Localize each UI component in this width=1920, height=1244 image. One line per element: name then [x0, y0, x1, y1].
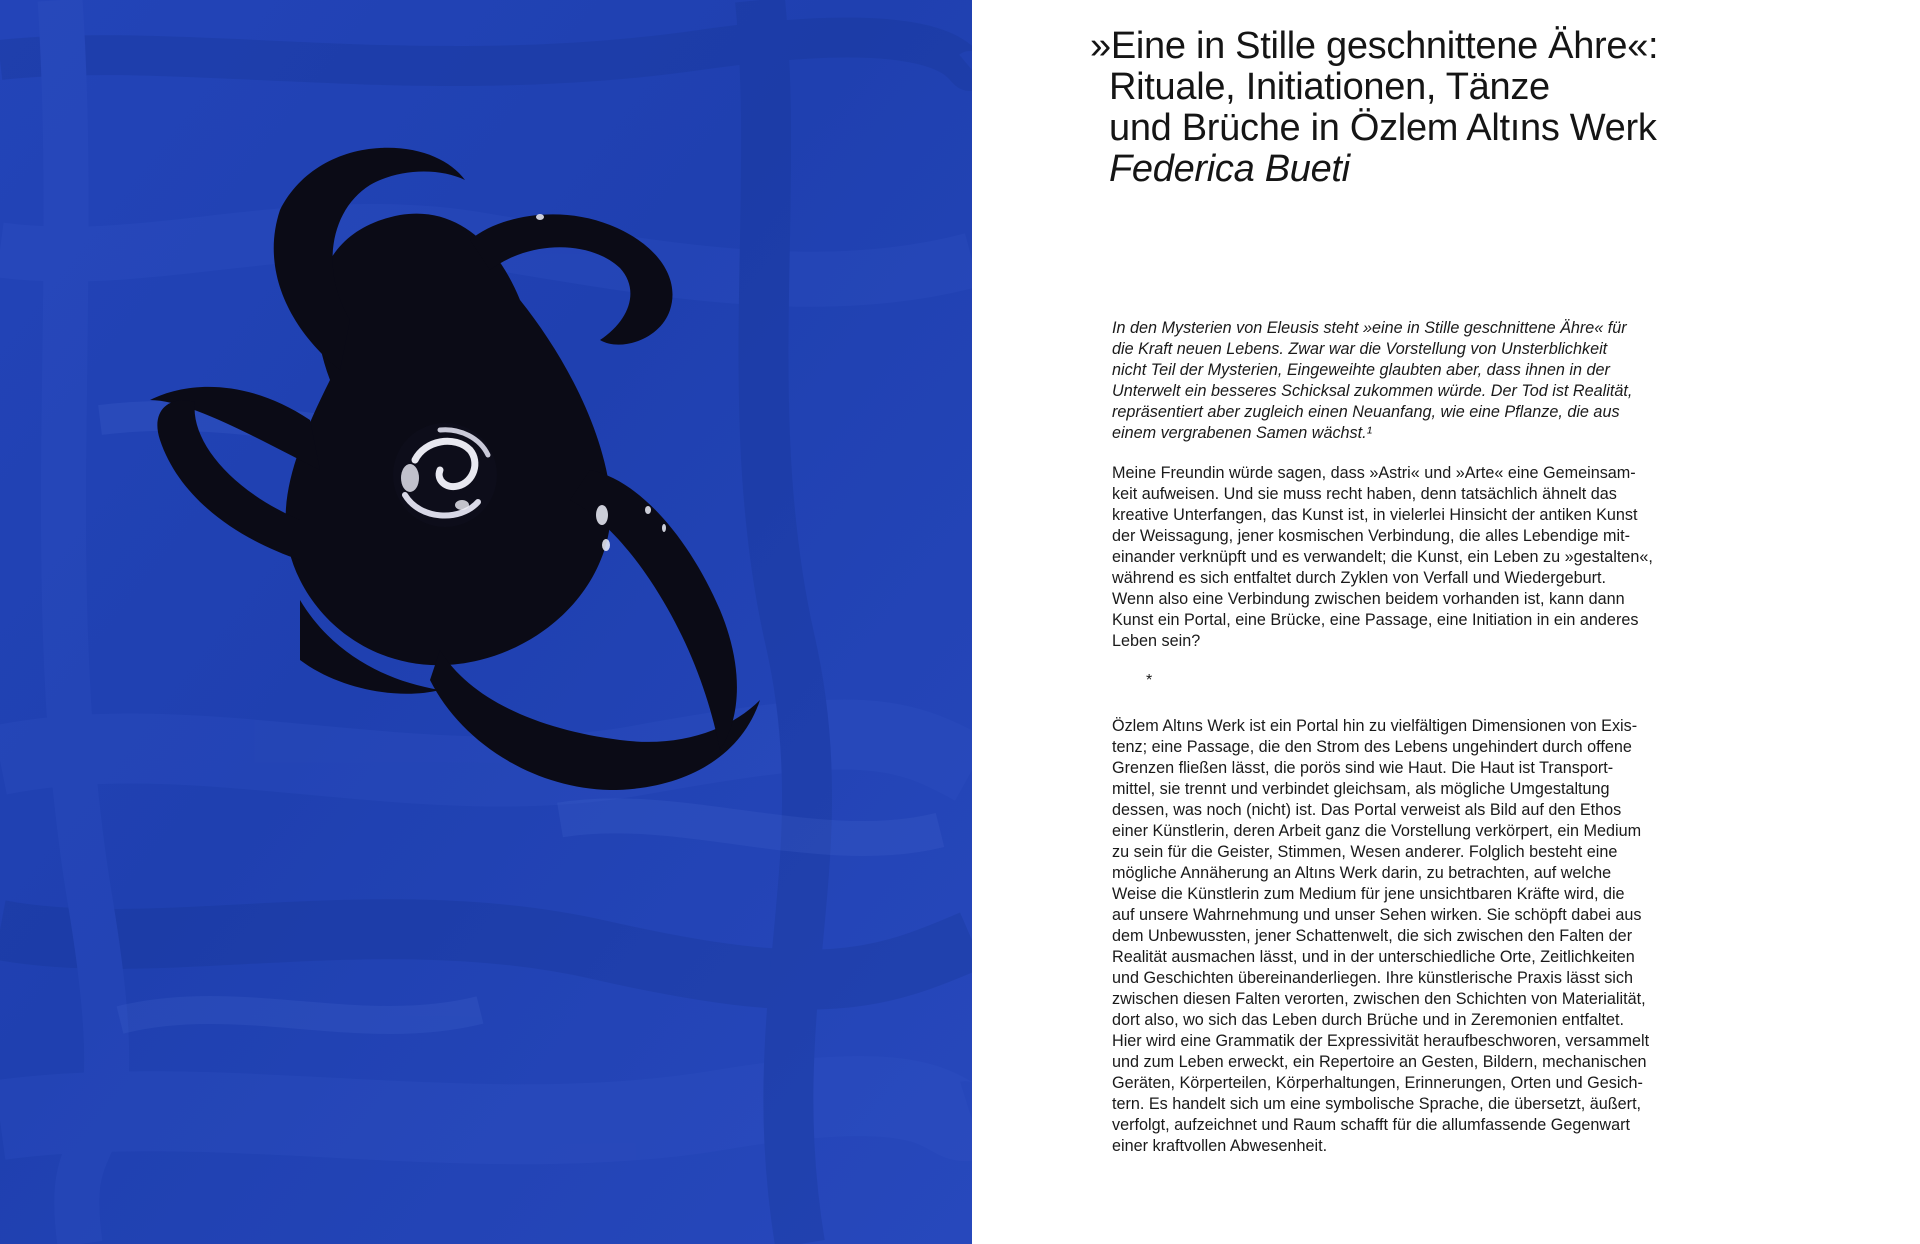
author-name: Federica Bueti: [1109, 148, 1350, 190]
body-line: einer Künstlerin, deren Arbeit ganz die Vorstellung verkörpert, ein Medium: [1112, 822, 1642, 840]
body-paragraph-2: [1112, 716, 1732, 1157]
lead-paragraph: [1112, 318, 1732, 444]
body-paragraph-1: [1112, 463, 1732, 652]
body-line: und Geschichten übereinanderliegen. Ihre künstlerische Praxis lässt sich: [1112, 969, 1633, 987]
body-line: Hier wird eine Grammatik der Expressivität heraufbeschworen, versammelt: [1112, 1032, 1650, 1050]
body-line: Wenn also eine Verbindung zwischen beidem vorhanden ist, kann dann: [1112, 590, 1625, 608]
body-line: dessen, was noch (nicht) ist. Das Portal verweist als Bild auf den Ethos: [1112, 801, 1622, 819]
section-separator: *: [1146, 672, 1153, 689]
body-line: keit aufweisen. Und sie muss recht haben, denn tatsächlich ähnelt das: [1112, 485, 1617, 503]
body-line: während es sich entfaltet durch Zyklen von Verfall und Wiedergeburt.: [1112, 569, 1606, 587]
body-line: mögliche Annäherung an Altıns Werk darin, zu betrachten, auf welche: [1112, 864, 1612, 882]
body-line: einander verknüpft und es verwandelt; die Kunst, ein Leben zu »gestalten«,: [1112, 548, 1653, 566]
body-line: auf unsere Wahrnehmung und unser Sehen wirken. Sie schöpft dabei aus: [1112, 906, 1642, 924]
body-line: Leben sein?: [1112, 632, 1201, 650]
body-line: einer kraftvollen Abwesenheit.: [1112, 1137, 1328, 1155]
article-title: [1090, 26, 1890, 190]
body-line: verfolgt, aufzeichnet und Raum schafft für die allumfassende Gegenwart: [1112, 1116, 1630, 1134]
body-line: dem Unbewussten, jener Schattenwelt, die sich zwischen den Falten der: [1112, 927, 1633, 945]
body-line: dort also, wo sich das Leben durch Brüche und in Zeremonien entfaltet.: [1112, 1011, 1625, 1029]
body-line: zwischen diesen Falten verorten, zwischen den Schichten von Materialität,: [1112, 990, 1646, 1008]
body-line: Realität ausmachen lässt, und in der unterschiedliche Orte, Zeitlichkeiten: [1112, 948, 1635, 966]
body-line: Grenzen fließen lässt, die porös sind wie Haut. Die Haut ist Transport-: [1112, 759, 1614, 777]
lead-line: einem vergrabenen Samen wächst.¹: [1112, 424, 1373, 442]
body-line: tenz; eine Passage, die den Strom des Lebens ungehindert durch offene: [1112, 738, 1632, 756]
body-line: Meine Freundin würde sagen, dass »Astri« und »Arte« eine Gemeinsam-: [1112, 464, 1636, 482]
title-line-1: »Eine in Stille geschnittene Ähre«:: [1090, 25, 1659, 67]
lead-line: nicht Teil der Mysterien, Eingeweihte glaubten aber, dass ihnen in der: [1112, 361, 1610, 379]
lead-line: repräsentiert aber zugleich einen Neuanfang, wie eine Pflanze, die aus: [1112, 403, 1620, 421]
lead-line: die Kraft neuen Lebens. Zwar war die Vorstellung von Unsterblichkeit: [1112, 340, 1608, 358]
body-line: mittel, sie trennt und verbindet gleichsam, als mögliche Umgestaltung: [1112, 780, 1610, 798]
body-line: Özlem Altıns Werk ist ein Portal hin zu vielfältigen Dimensionen von Exis-: [1112, 717, 1638, 735]
white-spiral-highlight: [393, 423, 497, 527]
body-line: Kunst ein Portal, eine Brücke, eine Passage, eine Initiation in ein anderes: [1112, 611, 1639, 629]
title-line-2: Rituale, Initiationen, Tänze: [1109, 66, 1550, 108]
body-line: zu sein für die Geister, Stimmen, Wesen anderer. Folglich besteht eine: [1112, 843, 1618, 861]
body-line: Weise die Künstlerin zum Medium für jene unsichtbaren Kräfte wird, die: [1112, 885, 1625, 903]
lead-line: Unterwelt ein besseres Schicksal zukommen würde. Der Tod ist Realität,: [1112, 382, 1633, 400]
lead-line: In den Mysterien von Eleusis steht »eine in Stille geschnittene Ähre« für: [1112, 319, 1627, 337]
body-line: und zum Leben erweckt, ein Repertoire an Gesten, Bildern, mechanischen: [1112, 1053, 1647, 1071]
body-line: Geräten, Körperteilen, Körperhaltungen, Erinnerungen, Orten und Gesich-: [1112, 1074, 1643, 1092]
body-line: der Weissagung, jener kosmischen Verbindung, die alles Lebendige mit-: [1112, 527, 1631, 545]
body-line: tern. Es handelt sich um eine symbolische Sprache, die übersetzt, äußert,: [1112, 1095, 1642, 1113]
title-line-3: und Brüche in Özlem Altıns Werk: [1109, 107, 1657, 149]
body-line: kreative Unterfangen, das Kunst ist, in vielerlei Hinsicht der antiken Kunst: [1112, 506, 1638, 524]
text-page: [972, 0, 1920, 1244]
